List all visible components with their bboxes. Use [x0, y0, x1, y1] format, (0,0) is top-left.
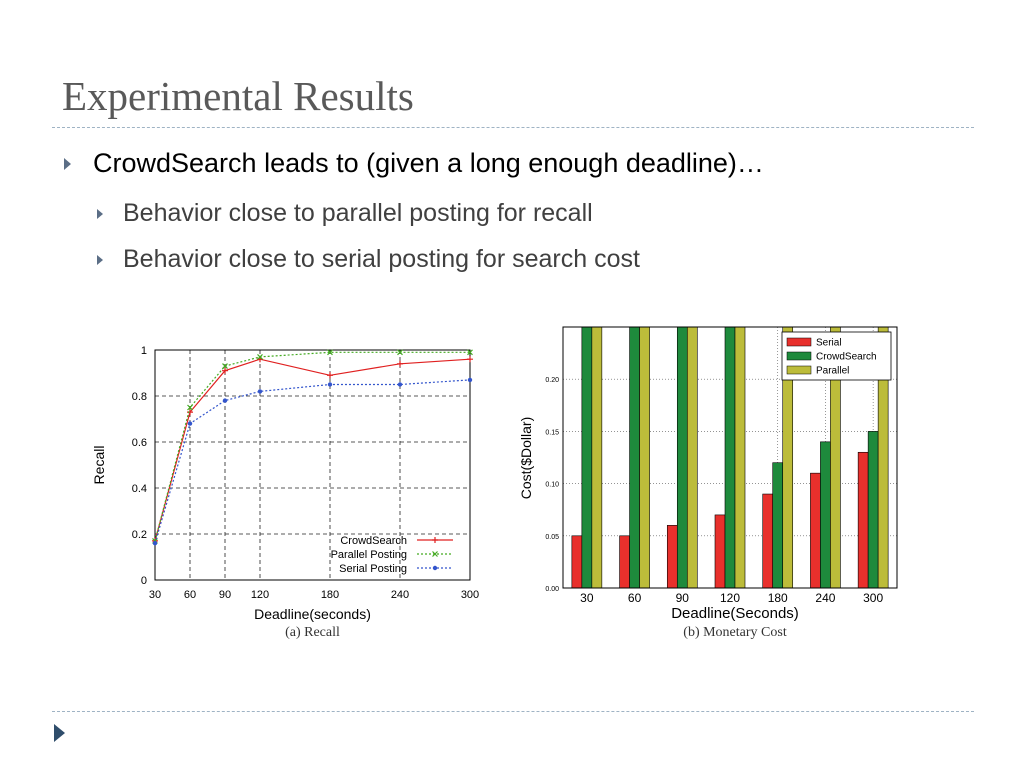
recall-plot-frame — [155, 350, 470, 580]
slide-nav-icon[interactable] — [54, 724, 65, 742]
cost-x-tick-label: 300 — [863, 591, 884, 605]
cost-x-tick-label: 90 — [675, 591, 689, 605]
recall-legend-label: Serial Posting — [339, 563, 407, 575]
cost-y-tick-label: 0.20 — [545, 377, 559, 385]
recall-series-line — [155, 359, 470, 541]
bullet-arrow-icon — [97, 255, 103, 265]
recall-data-point — [328, 382, 332, 386]
bullet-arrow-icon — [97, 209, 103, 219]
recall-legend-label: CrowdSearch — [340, 535, 407, 547]
recall-series-line — [155, 352, 470, 541]
recall-legend-marker — [433, 566, 437, 570]
recall-data-point — [397, 361, 403, 367]
cost-bar — [715, 515, 725, 588]
cost-y-tick-label: 0.10 — [545, 481, 559, 489]
cost-legend-label: Serial — [816, 337, 842, 349]
recall-y-tick-label: 1 — [140, 345, 147, 357]
recall-y-tick-label: 0.2 — [131, 529, 147, 541]
cost-bar — [640, 327, 650, 588]
cost-y-tick-label: 0.00 — [545, 586, 559, 593]
title-divider — [52, 127, 974, 128]
recall-y-tick-label: 0.6 — [131, 437, 147, 449]
cost-bar — [620, 536, 630, 588]
recall-x-tick-label: 240 — [390, 589, 410, 601]
cost-bar — [773, 463, 783, 588]
cost-x-tick-label: 30 — [580, 591, 594, 605]
recall-chart — [80, 318, 490, 648]
recall-data-point — [468, 378, 472, 382]
recall-x-tick-label: 30 — [148, 589, 162, 601]
cost-y-tick-label: 0.05 — [545, 533, 559, 541]
recall-x-tick-label: 60 — [183, 589, 197, 601]
recall-x-tick-label: 120 — [250, 589, 270, 601]
cost-legend-swatch — [787, 352, 811, 360]
cost-legend-swatch — [787, 366, 811, 374]
recall-y-tick-label: 0.8 — [131, 391, 147, 403]
cost-bar — [677, 327, 687, 588]
cost-x-tick-label: 120 — [719, 591, 741, 605]
recall-data-point — [327, 372, 333, 378]
bullet-main — [64, 148, 764, 179]
cost-legend-label: Parallel — [816, 365, 850, 377]
cost-bar — [820, 442, 830, 588]
cost-bar — [572, 536, 582, 588]
cost-legend-swatch — [787, 338, 811, 346]
cost-bar — [582, 327, 592, 588]
recall-data-point — [258, 389, 262, 393]
recall-x-tick-label: 300 — [460, 589, 480, 601]
recall-x-axis-label: Deadline(seconds) — [254, 606, 371, 622]
cost-legend-label: CrowdSearch — [816, 351, 877, 363]
cost-bar — [630, 327, 640, 588]
bullet-arrow-icon — [64, 158, 71, 170]
cost-y-tick-label: 0.15 — [545, 429, 559, 437]
cost-bar — [763, 494, 773, 588]
slide-title: Experimental Results — [62, 73, 414, 119]
cost-bar — [725, 327, 735, 588]
cost-x-tick-label: 240 — [815, 591, 836, 605]
recall-data-point — [188, 421, 192, 425]
cost-bar — [687, 327, 697, 588]
recall-y-tick-label: 0 — [140, 575, 147, 587]
cost-x-axis-label: Deadline(Seconds) — [671, 605, 799, 622]
bullet-main-text: CrowdSearch leads to (given a long enough deadline)… — [93, 148, 764, 178]
recall-legend-label: Parallel Posting — [330, 549, 407, 561]
cost-bar — [858, 452, 868, 588]
cost-bar — [667, 525, 677, 588]
bullet-sub-cost-text: Behavior close to serial posting for search cost — [123, 245, 640, 273]
recall-x-tick-label: 90 — [218, 589, 232, 601]
cost-bar — [810, 473, 820, 588]
recall-x-tick-label: 180 — [320, 589, 340, 601]
bullet-sub-recall — [97, 199, 593, 228]
cost-x-tick-label: 180 — [767, 591, 788, 605]
recall-series-line — [155, 380, 470, 543]
cost-x-tick-label: 60 — [627, 591, 642, 605]
cost-caption: (b) Monetary Cost — [683, 625, 787, 640]
recall-data-point — [153, 541, 157, 545]
recall-data-point — [467, 356, 473, 362]
cost-y-axis-label: Cost($Dollar) — [518, 416, 534, 500]
cost-bar — [592, 327, 602, 588]
footer-divider — [52, 711, 974, 712]
cost-bar — [735, 327, 745, 588]
recall-y-tick-label: 0.4 — [131, 483, 147, 495]
recall-data-point — [223, 398, 227, 402]
cost-bar — [868, 431, 878, 588]
bullet-sub-recall-text: Behavior close to parallel posting for recall — [123, 199, 593, 227]
recall-data-point — [398, 382, 402, 386]
recall-caption: (a) Recall — [285, 625, 340, 640]
recall-y-axis-label: Recall — [91, 445, 107, 485]
bullet-sub-cost — [97, 245, 640, 274]
cost-chart — [510, 318, 910, 648]
recall-legend-marker — [432, 537, 438, 543]
